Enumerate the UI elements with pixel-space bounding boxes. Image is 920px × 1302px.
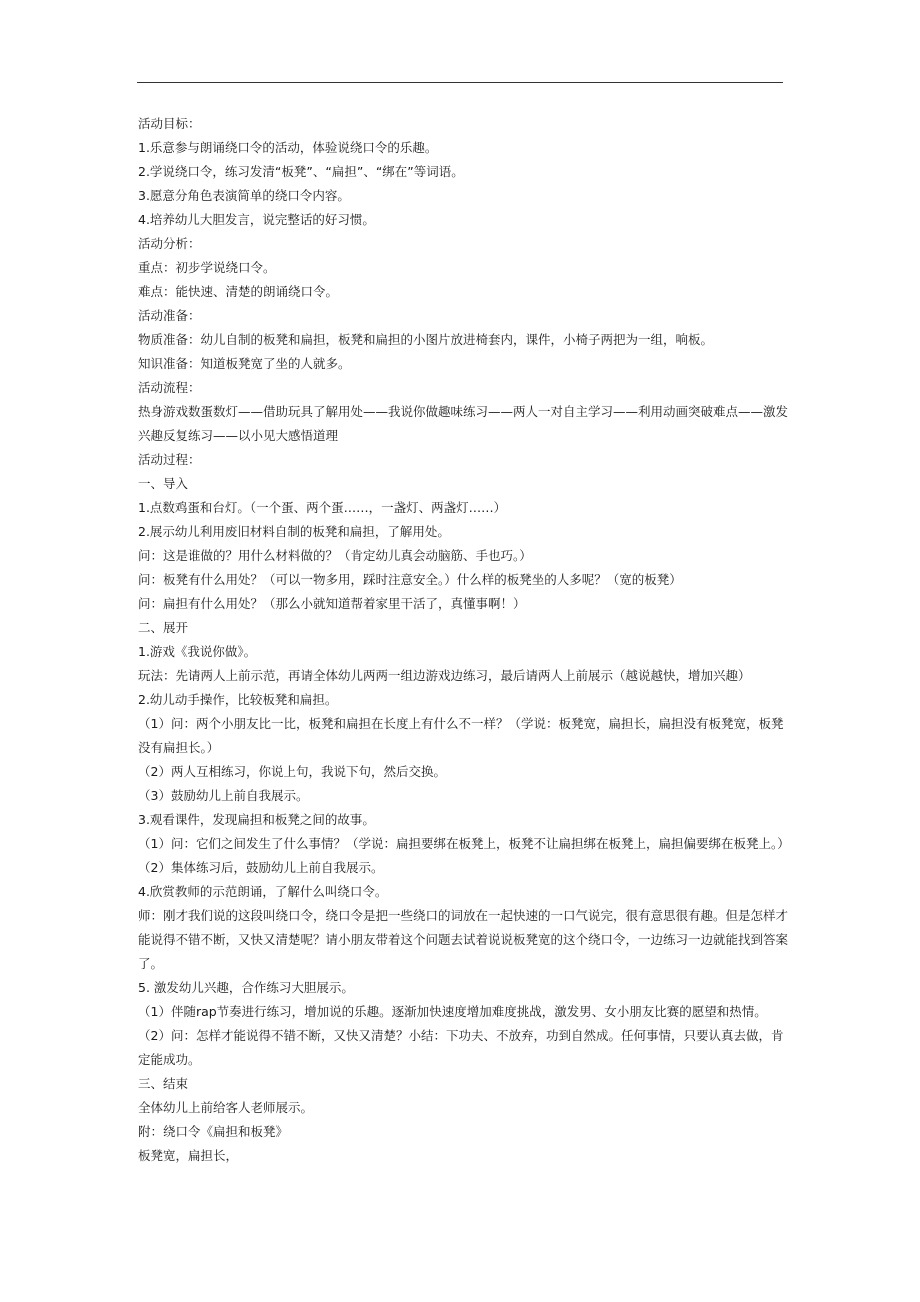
develop-step-4-text-line-3: 了。 — [138, 956, 164, 971]
develop-step-5: 5. 激发幼儿兴趣，合作练习大胆展示。 — [138, 980, 354, 995]
develop-step-3-sub-2: （2）集体练习后，鼓励幼儿上前自我展示。 — [138, 860, 384, 875]
part-heading-end: 三、结束 — [138, 1076, 189, 1091]
appendix-title: 附：绕口令《扁担和板凳》 — [138, 1124, 289, 1139]
develop-step-5-sub-2-line-1: （2）问：怎样才能说得不错不断，又快又清楚？小结：下功夫、不放弃，功到自然成。任何事情，只要认真去做，肯 — [138, 1028, 784, 1043]
section-heading-analysis: 活动分析： — [138, 236, 201, 251]
preparation-knowledge: 知识准备：知道板凳宽了坐的人就多。 — [138, 356, 351, 371]
intro-step-2: 2.展示幼儿利用废旧材料自制的板凳和扁担，了解用处。 — [138, 524, 450, 539]
goal-item-3: 3.愿意分角色表演简单的绕口令内容。 — [138, 188, 350, 203]
develop-step-4-text-line-2: 能说得不错不断，又快又清楚呢？请小朋友带着这个问题去试着说说板凳宽的这个绕口令，一边练习一边就能找到答案 — [138, 932, 789, 947]
develop-step-3-sub-1: （1）问：它们之间发生了什么事情？（学说：扁担要绑在板凳上，板凳不让扁担绑在板凳上，扁担偏要绑在板凳上。） — [138, 836, 790, 851]
analysis-difficulty: 难点：能快速、清楚的朗诵绕口令。 — [138, 284, 339, 299]
intro-step-1: 1.点数鸡蛋和台灯。（一个蛋、两个蛋……，一盏灯、两盏灯……） — [138, 500, 507, 515]
develop-step-4-text-line-1: 师：刚才我们说的这段叫绕口令，绕口令是把一些绕口的词放在一起快速的一口气说完，很有意思很有趣。但是怎样才 — [138, 908, 789, 923]
develop-step-2-sub-1-line-1: （1）问：两个小朋友比一比，板凳和扁担在长度上有什么不一样？（学说：板凳宽，扁担长，扁担没有板凳宽，板凳 — [138, 716, 784, 731]
develop-step-5-sub-1: （1）伴随rap节奏进行练习，增加说的乐趣。逐渐加快速度增加难度挑战，激发男、女小朋友比赛的愿望和热情。 — [138, 1004, 767, 1019]
flow-text-line-1: 热身游戏数蛋数灯——借助玩具了解用处——我说你做趣味练习——两人一对自主学习——利用动画突破难点——激发 — [138, 404, 789, 419]
analysis-key-point: 重点：初步学说绕口令。 — [138, 260, 276, 275]
develop-step-3: 3.观看课件，发现扁担和板凳之间的故事。 — [138, 812, 375, 827]
flow-text-line-2: 兴趣反复练习——以小见大感悟道理 — [138, 428, 339, 443]
develop-step-2-sub-3: （3）鼓励幼儿上前自我展示。 — [138, 788, 309, 803]
develop-step-2-sub-2: （2）两人互相练习，你说上句，我说下句，然后交换。 — [138, 764, 446, 779]
goal-item-2: 2.学说绕口令，练习发清“板凳”、“扁担”、“绑在”等词语。 — [138, 164, 464, 179]
section-heading-process: 活动过程： — [138, 452, 201, 467]
part-heading-develop: 二、展开 — [138, 620, 189, 635]
section-heading-goals: 活动目标： — [138, 116, 201, 131]
part-heading-intro: 一、导入 — [138, 476, 189, 491]
header-rule — [137, 82, 783, 83]
intro-question-1: 问：这是谁做的？用什么材料做的？（肯定幼儿真会动脑筋、手也巧。） — [138, 548, 532, 563]
intro-question-3: 问：扁担有什么用处？（那么小就知道帮着家里干活了，真懂事啊！） — [138, 596, 526, 611]
preparation-materials: 物质准备：幼儿自制的板凳和扁担，板凳和扁担的小图片放进椅套内，课件，小椅子两把为一组，响板。 — [138, 332, 714, 347]
section-heading-flow: 活动流程： — [138, 380, 201, 395]
develop-step-2: 2.幼儿动手操作，比较板凳和扁担。 — [138, 692, 338, 707]
goal-item-1: 1.乐意参与朗诵绕口令的活动，体验说绕口令的乐趣。 — [138, 140, 438, 155]
develop-step-1-rules: 玩法：先请两人上前示范，再请全体幼儿两两一组边游戏边练习，最后请两人上前展示（越说越快，增加兴趣） — [138, 668, 751, 683]
develop-step-2-sub-1-line-2: 没有扁担长。） — [138, 740, 220, 755]
develop-step-5-sub-2-line-2: 定能成功。 — [138, 1052, 201, 1067]
tongue-twister-line-1: 板凳宽，扁担长， — [138, 1148, 239, 1163]
intro-question-2: 问：板凳有什么用处？（可以一物多用，踩时注意安全。）什么样的板凳坐的人多呢？（宽的板凳） — [138, 572, 682, 587]
document-body — [138, 112, 790, 1168]
develop-step-1: 1.游戏《我说你做》。 — [138, 644, 257, 659]
goal-item-4: 4.培养幼儿大胆发言，说完整话的好习惯。 — [138, 212, 375, 227]
section-heading-preparation: 活动准备： — [138, 308, 201, 323]
develop-step-4: 4.欣赏教师的示范朗诵，了解什么叫绕口令。 — [138, 884, 388, 899]
end-text: 全体幼儿上前给客人老师展示。 — [138, 1100, 314, 1115]
